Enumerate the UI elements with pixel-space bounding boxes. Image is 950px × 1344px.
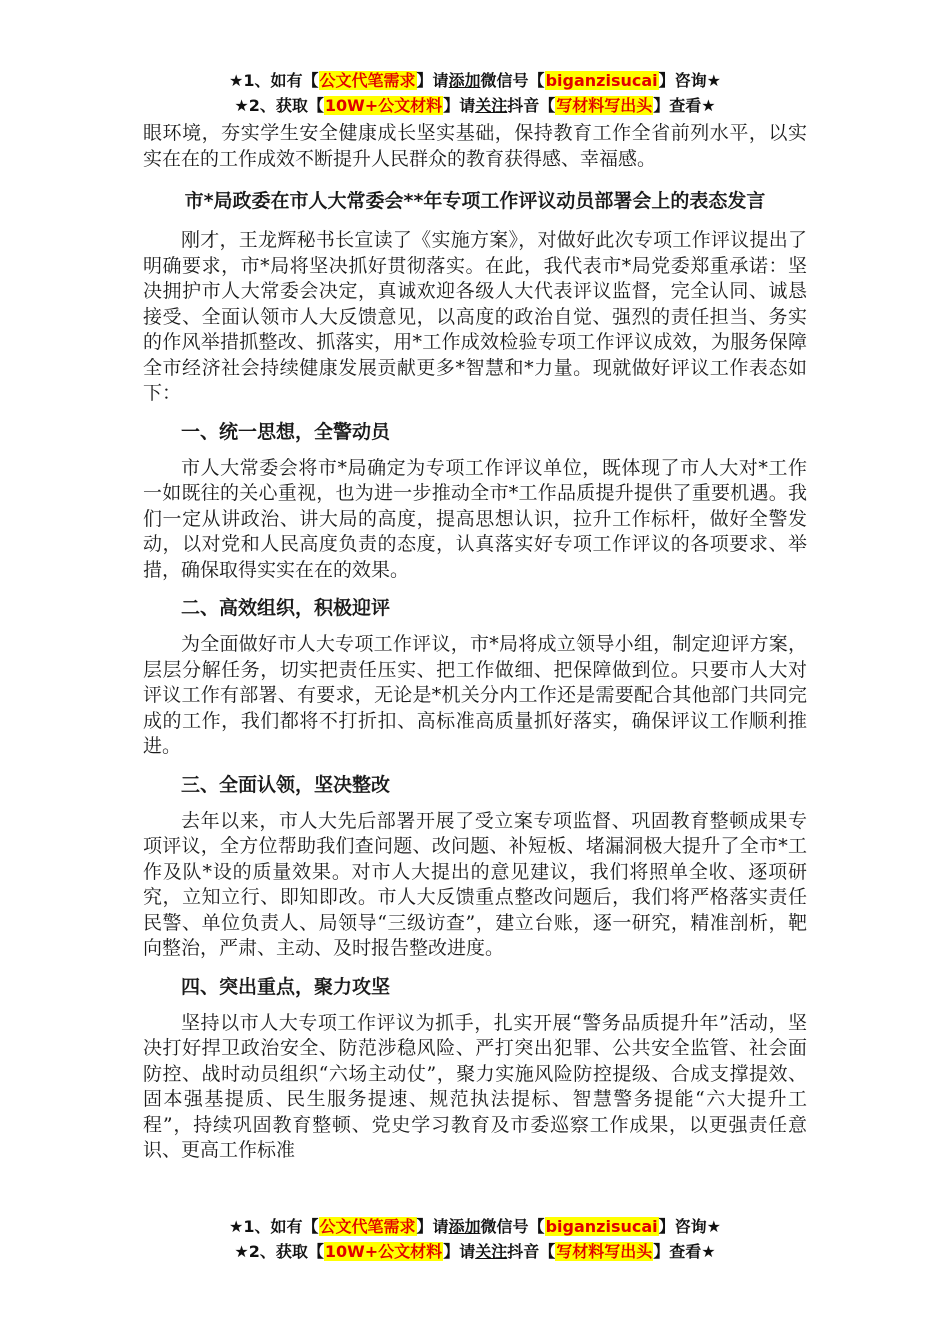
wechat-id: biganzisucai [545, 1217, 658, 1236]
banner-text: 2、获取【 [248, 1242, 324, 1261]
banner-text: 】咨询★ [658, 71, 721, 90]
banner-text: 】请 [443, 96, 476, 115]
paragraph-5: 坚持以市人大专项工作评议为抓手，扎实开展“警务品质提升年”活动，坚决打好捍卫政治安全、防范涉稳风险、严打突出犯罪、公共安全监管、社会面防控、战时动员组织“六场主动仗”，聚力实施风险防控提级、合成支撑提效、固本强基提质、民生服务提速、规范执法提标、智慧警务提能“六大提升工程”，持续巩固教育整顿、党史学习教育及市委巡察工作成果，以更强责任意识、更高工作标准 [143, 1011, 807, 1161]
banner-text: 1、如有【 [243, 1217, 319, 1236]
highlight-text: 公文代笔需求 [319, 1217, 416, 1236]
document-title: 市*局政委在市人大常委会**年专项工作评议动员部署会上的表态发言 [184, 190, 766, 212]
underlined-text: 添加 [448, 71, 481, 90]
paragraph-3: 为全面做好市人大专项工作评议，市*局将成立领导小组，制定迎评方案，层层分解任务，切实把责任压实、把工作做细、把保障做到位。只要市人大对评议工作有部署、有要求，无论是*机关分内工作还是需要配合其他部门共同完成的工作，我们都将不打折扣、高标准高质量抓好落实，确保评议工作顺利推进。 [143, 633, 807, 757]
header-banner [0, 68, 950, 118]
star-icon: ★ [229, 71, 244, 90]
section-heading-4: 四、突出重点，聚力攻坚 [181, 975, 391, 998]
banner-text: 抖音【 [507, 1242, 556, 1261]
section-heading-3: 三、全面认领，坚决整改 [181, 773, 391, 796]
douyin-id: 写材料写出头 [556, 1242, 653, 1261]
highlight-text: 10W+公文材料 [324, 96, 443, 115]
star-icon: ★ [234, 96, 249, 115]
banner-text: 】请 [416, 71, 449, 90]
highlight-text: 公文代笔需求 [319, 71, 416, 90]
section-heading-2: 二、高效组织，积极迎评 [181, 597, 391, 619]
highlight-text: 10W+公文材料 [324, 1242, 443, 1261]
underlined-text: 关注 [475, 96, 508, 115]
banner-text: 1、如有【 [243, 71, 319, 90]
intro-paragraph: 眼环境，夯实学生安全健康成长坚实基础，保持教育工作全省前列水平，以实实在在的工作成效不断提升人民群众的教育获得感、幸福感。 [143, 122, 807, 170]
underlined-text: 关注 [475, 1242, 508, 1261]
banner-text: 】查看★ [653, 1242, 716, 1261]
banner-text: 】请 [443, 1242, 476, 1261]
banner-text: 抖音【 [507, 96, 556, 115]
star-icon: ★ [234, 1242, 249, 1261]
underlined-text: 添加 [448, 1217, 481, 1236]
banner-line-2 [0, 1239, 950, 1264]
banner-line-1 [0, 1214, 950, 1239]
douyin-id: 写材料写出头 [556, 96, 653, 115]
star-icon: ★ [229, 1217, 244, 1236]
paragraph-4: 去年以来，市人大先后部署开展了受立案专项监督、巩固教育整顿成果专项评议，全方位帮助我们查问题、改问题、补短板、堵漏洞极大提升了全市*工作及队*设的质量效果。对市人大提出的意见建议，我们将照单全收、逐项研究，立知立行、即知即改。市人大反馈重点整改问题后，我们将严格落实责任民警、单位负责人、局领导“三级访查”，建立台账，逐一研究，精准剖析，靶向整治，严肃、主动、及时报告整改进度。 [143, 809, 807, 959]
banner-text: 微信号【 [480, 1217, 545, 1236]
paragraph-2: 市人大常委会将市*局确定为专项工作评议单位，既体现了市人大对*工作一如既往的关心重视，也为进一步推动全市*工作品质提升提供了重要机遇。我们一定从讲政治、讲大局的高度，提高思想认识，拉升工作标杆，做好全警发动，以对党和人民高度负责的态度，认真落实好专项工作评议的各项要求、举措，确保取得实实在在的效果。 [143, 456, 807, 581]
banner-text: 】查看★ [653, 96, 716, 115]
paragraph-1: 刚才，王龙辉秘书长宣读了《实施方案》，对做好此次专项工作评议提出了明确要求，市*局将坚决抓好贯彻落实。在此，我代表市*局党委郑重承诺：坚决拥护市人大常委会决定，真诚欢迎各级人大代表评议监督，完全认同、诚恳接受、全面认领市人大反馈意见，以高度的政治自觉、强烈的责任担当、务实的作风举措抓整改、抓落实，用*工作成效检验专项工作评议成效，为服务保障全市经济社会持续健康发展贡献更多*智慧和*力量。现就做好评议工作表态如下： [143, 229, 807, 404]
wechat-id: biganzisucai [545, 71, 658, 90]
footer-banner [0, 1214, 950, 1264]
section-heading-1: 一、统一思想，全警动员 [181, 420, 391, 443]
banner-text: 微信号【 [480, 71, 545, 90]
banner-text: 】咨询★ [658, 1217, 721, 1236]
document-body [143, 121, 807, 1164]
banner-line-2 [0, 93, 950, 118]
banner-line-1 [0, 68, 950, 93]
banner-text: 】请 [416, 1217, 449, 1236]
banner-text: 2、获取【 [248, 96, 324, 115]
